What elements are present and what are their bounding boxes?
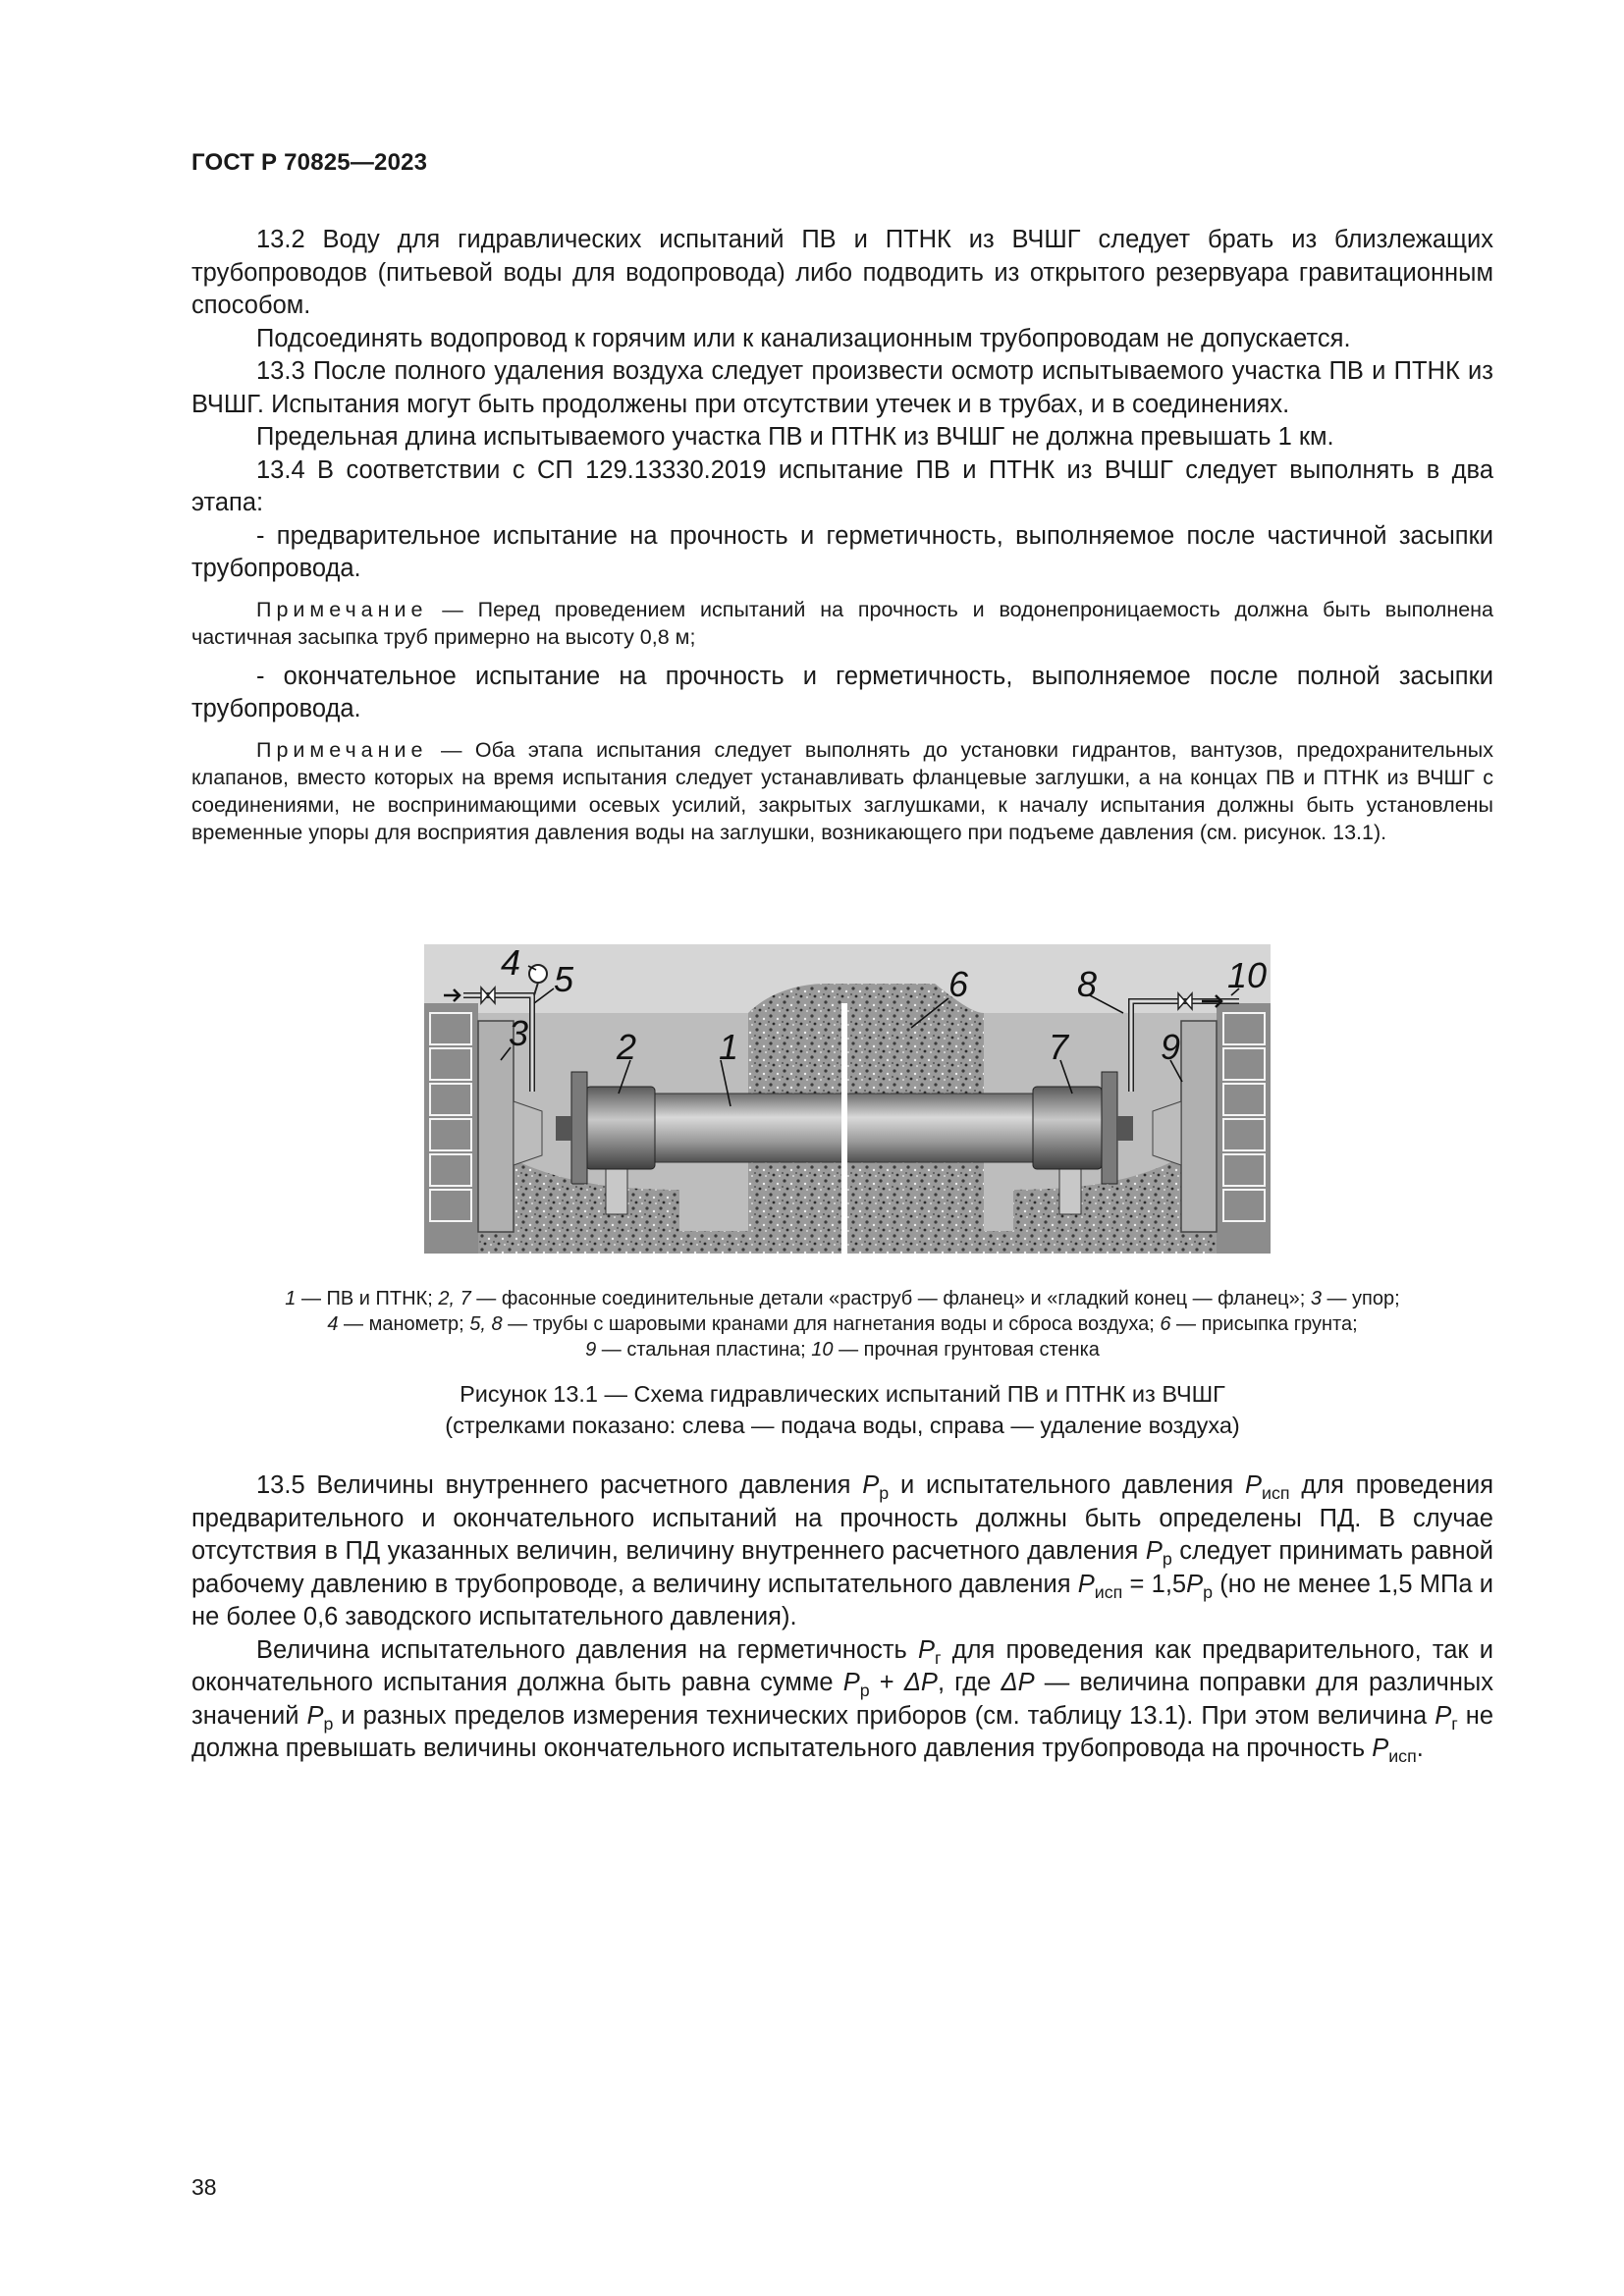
left-fitting: [586, 1087, 655, 1169]
label-10: 10: [1227, 955, 1268, 995]
paragraph-connection: Подсоединять водопровод к горячим или к канализационным трубопроводам не допускается.: [256, 324, 1351, 352]
hydraulic-test-diagram: [424, 944, 1271, 1254]
figure-13-1: [424, 944, 1271, 1254]
subscript-isp: исп: [1262, 1483, 1290, 1504]
legend-num-10: 10: [811, 1339, 834, 1361]
note-1: [191, 596, 1493, 651]
symbol-p: P: [306, 1701, 324, 1730]
label-1: 1: [719, 1027, 739, 1067]
legend-text-2-7: — фасонные соединительные детали «раструб — фланец» и «гладкий конец — фланец»;: [470, 1288, 1311, 1309]
label-3: 3: [509, 1013, 529, 1053]
p9-text-b: для проведения как предварительного, так и окончательного испытания должна быть равна сумме: [191, 1635, 1493, 1696]
figure-subtitle: (стрелками показано: слева — подача воды, справа — удаление воздуха): [445, 1413, 1240, 1438]
paragraph-length-limit: Предельная длина испытываемого участка ПВ и ПТНК из ВЧШГ не должна превышать 1 км.: [256, 423, 1334, 451]
label-4: 4: [501, 944, 521, 983]
figure-title: Рисунок 13.1 — Схема гидравлических испытаний ПВ и ПТНК из ВЧШГ: [460, 1381, 1225, 1407]
p8-text-d: следует принимать равной рабочему давлению в трубопроводе, а величину испытательного давления: [191, 1537, 1493, 1598]
legend-num-2-7: 2, 7: [438, 1288, 471, 1309]
label-7: 7: [1049, 1027, 1069, 1067]
legend-text-10: — прочная грунтовая стенка: [833, 1339, 1100, 1361]
list-item-final-test: - окончательное испытание на прочность и герметичность, выполняемое после полной засыпки трубопровода.: [191, 662, 1493, 722]
symbol-p: P: [1077, 1570, 1095, 1598]
p9-text-h: .: [1416, 1735, 1424, 1762]
p9-text-d: , где: [937, 1669, 1001, 1696]
note-1-text: — Перед проведением испытаний на прочность и водонепроницаемость должна быть выполнена частичная засыпка труб примерно на высоту 0,8 м;: [191, 597, 1493, 649]
symbol-p: P: [1372, 1735, 1389, 1762]
left-ground-wall: [424, 1003, 478, 1254]
p9-text-c: +: [869, 1669, 904, 1696]
section-13-2-to-13-4: [191, 224, 1493, 856]
paragraph-13-3: 13.3 После полного удаления воздуха следует произвести осмотр испытываемого участка ПВ и ПТНК из ВЧШГ. Испытания могут быть продолжены при отсутствии утечек и в трубах, и в соединениях.: [191, 357, 1493, 418]
legend-text-5-8: — трубы с шаровыми кранами для нагнетания воды и сброса воздуха;: [502, 1313, 1161, 1335]
symbol-p: P: [1245, 1471, 1263, 1499]
figure-legend: [191, 1286, 1493, 1362]
left-thrust-plate: [514, 1101, 542, 1165]
legend-num-3: 3: [1310, 1288, 1322, 1309]
symbol-p: P: [1186, 1570, 1204, 1598]
left-flange: [571, 1072, 587, 1184]
p9-text-f: и разных пределов измерения технических приборов (см. таблицу 13.1). При этом величина: [333, 1701, 1435, 1730]
right-fitting: [1033, 1087, 1102, 1169]
p8-text-c: для проведения предварительного и окончательного испытаний на прочность должны быть определены ПД. В случае отсутствия в ПД указанных величин, величину внутреннего расчетного давления: [191, 1471, 1494, 1565]
right-ground-wall: [1217, 1003, 1271, 1254]
subscript-g: г: [935, 1647, 942, 1668]
paragraph-13-4: 13.4 В соответствии с СП 129.13330.2019 испытание ПВ и ПТНК из ВЧШГ следует выполнять в два этапа:: [191, 455, 1493, 516]
legend-num-6: 6: [1160, 1313, 1171, 1335]
label-6: 6: [948, 964, 969, 1004]
legend-num-1: 1: [285, 1288, 297, 1309]
legend-text-1: — ПВ и ПТНК;: [296, 1288, 439, 1309]
right-stop: [1181, 1021, 1217, 1232]
p8-text-b: и испытательного давления: [889, 1471, 1246, 1499]
symbol-delta-p: ΔP: [1001, 1669, 1035, 1696]
symbol-p: P: [842, 1669, 860, 1696]
p8-text-e: = 1,5: [1122, 1570, 1187, 1598]
label-9: 9: [1161, 1027, 1181, 1067]
section-13-5: [191, 1469, 1493, 1766]
label-5: 5: [554, 959, 574, 999]
paragraph-13-5: [191, 1469, 1493, 1634]
paragraph-13-2: 13.2 Воду для гидравлических испытаний ПВ и ПТНК из ВЧШГ следует брать из близлежащих трубопроводов (питьевой воды для водопровода) либо подводить из открытого резервуара гравитационным способом.: [191, 226, 1493, 319]
list-item-preliminary-test: - предварительное испытание на прочность и герметичность, выполняемое после частичной засыпки трубопровода.: [191, 521, 1493, 582]
legend-text-4: — манометр;: [338, 1313, 470, 1335]
symbol-delta-p: ΔP: [903, 1669, 938, 1696]
legend-text-9: — стальная пластина;: [596, 1339, 812, 1361]
note-label: Примечание: [256, 737, 428, 762]
legend-text-6: — присыпка грунта;: [1170, 1313, 1358, 1335]
p9-text-e: — величина поправки для различных значений: [191, 1669, 1493, 1730]
subscript-r: р: [859, 1681, 870, 1701]
note-2-text: — Оба этапа испытания следует выполнять до установки гидрантов, вантузов, предохранительных клапанов, вместо которых на время испытания следует устанавливать фланцевые заглушки, а на концах ПВ и ПТНК из ВЧШГ с соединениями, не воспринимающими осевых усилий, закрытых заглушками, к началу испытания должны быть установлены временные упоры для восприятия давления воды на заглушки, возникающего при подъеме давления (см. рисунок. 13.1).: [191, 737, 1493, 844]
paragraph-tightness-pressure: [191, 1634, 1493, 1766]
legend-num-9: 9: [585, 1339, 597, 1361]
note-label: Примечание: [256, 597, 428, 621]
subscript-g: г: [1451, 1713, 1458, 1734]
symbol-p: P: [1145, 1537, 1163, 1565]
legend-num-4: 4: [327, 1313, 339, 1335]
subscript-r: р: [879, 1483, 890, 1504]
right-steel-plate: [1153, 1101, 1181, 1165]
page-number: 38: [191, 2174, 217, 2200]
left-cap-nut: [556, 1116, 571, 1141]
subscript-r: р: [1162, 1549, 1172, 1570]
subscript-isp: исп: [1094, 1581, 1123, 1602]
subscript-isp: исп: [1388, 1746, 1417, 1767]
left-support: [606, 1165, 627, 1214]
p8-text-f: (но не менее 1,5 МПа и не более 0,6 заводского испытательного давления).: [191, 1570, 1493, 1630]
symbol-p: P: [1435, 1701, 1452, 1730]
legend-text-3: — упор;: [1321, 1288, 1400, 1309]
figure-title-block: [191, 1378, 1493, 1441]
p9-text-g: не должна превышать величины окончательного испытательного давления трубопровода на прочность: [191, 1701, 1493, 1762]
p9-text-a: Величина испытательного давления на герметичность: [256, 1635, 919, 1664]
note-2: [191, 736, 1493, 846]
subscript-r: р: [323, 1713, 334, 1734]
label-2: 2: [617, 1027, 637, 1067]
right-support: [1059, 1165, 1081, 1214]
document-header: ГОСТ Р 70825—2023: [191, 149, 428, 176]
symbol-p: P: [918, 1635, 936, 1664]
legend-num-5-8: 5, 8: [469, 1313, 503, 1335]
label-8: 8: [1077, 964, 1098, 1004]
right-cap-nut: [1117, 1116, 1133, 1141]
symbol-p: P: [862, 1471, 880, 1499]
right-flange: [1102, 1072, 1117, 1184]
subscript-r: р: [1203, 1581, 1214, 1602]
p8-text-a: 13.5 Величины внутреннего расчетного давления: [256, 1471, 863, 1499]
